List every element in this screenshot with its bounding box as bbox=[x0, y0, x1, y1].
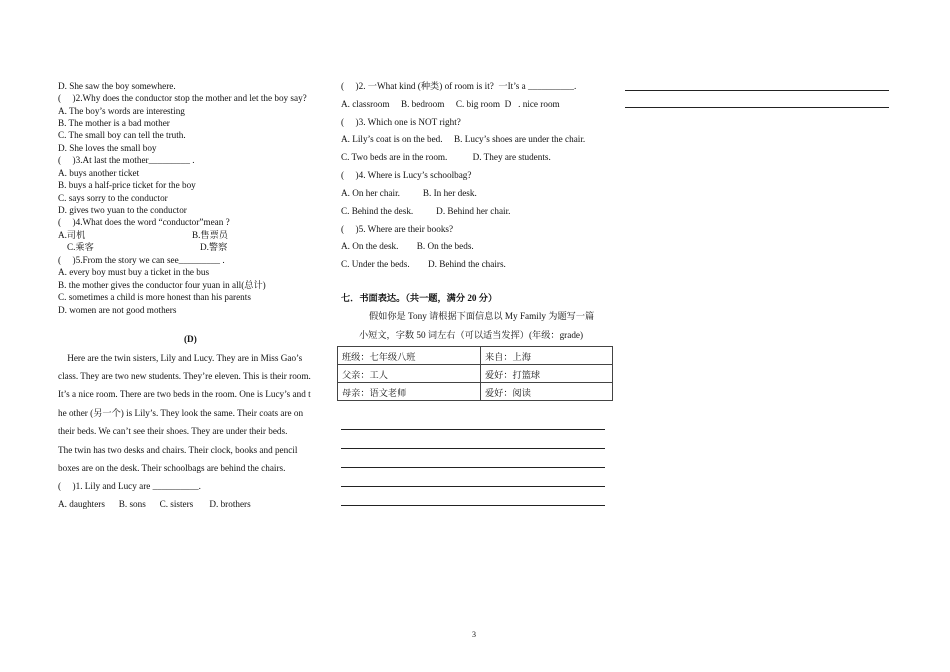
writing-line bbox=[341, 429, 605, 430]
question-1: ( )1. Lily and Lucy are __________. bbox=[58, 481, 201, 491]
passage-line: he other (另一个) is Lily’s. They look the same. Their coats are on bbox=[58, 408, 304, 418]
writing-line bbox=[341, 505, 605, 506]
table-cell: 父亲：工人 bbox=[338, 365, 481, 383]
table-row bbox=[338, 347, 613, 365]
option-c: C. sometimes a child is more honest than his parents bbox=[58, 292, 251, 302]
option-a: A. The boy’s words are interesting bbox=[58, 106, 185, 116]
option-b: B. buys a half-price ticket for the boy bbox=[58, 180, 196, 190]
option-a: A. every boy must buy a ticket in the bus bbox=[58, 267, 210, 277]
option-a: A.司机 bbox=[58, 230, 86, 240]
page-number: 3 bbox=[472, 630, 476, 639]
option-c: C. says sorry to the conductor bbox=[58, 193, 168, 203]
option-d: D. women are not good mothers bbox=[58, 305, 177, 315]
option-b: B.售票员 bbox=[192, 230, 228, 240]
writing-line bbox=[341, 486, 605, 487]
writing-line bbox=[625, 107, 889, 108]
option-d: D. She loves the small boy bbox=[58, 143, 157, 153]
option-a: A. buys another ticket bbox=[58, 168, 140, 178]
table-row bbox=[338, 365, 613, 383]
question-5: ( )5.From the story we can see_________ . bbox=[58, 255, 225, 265]
question-2: ( )2. 一What kind (种类) of room is it? 一It’s a __________. bbox=[341, 81, 577, 91]
option-b: B. The mother is a bad mother bbox=[58, 118, 170, 128]
passage-line: boxes are on the desk. Their schoolbags are behind the chairs. bbox=[58, 463, 286, 473]
question-1-options: A. daughters B. sons C. sisters D. brothers bbox=[58, 499, 251, 509]
question-4: ( )4.What does the word “conductor”mean ? bbox=[58, 217, 230, 227]
option-c: C. The small boy can tell the truth. bbox=[58, 130, 186, 140]
question-4-options: A. On her chair. B. In her desk. bbox=[341, 188, 477, 198]
writing-line bbox=[341, 448, 605, 449]
passage-line: Here are the twin sisters, Lily and Lucy. They are in Miss Gao’s bbox=[58, 353, 303, 363]
info-table bbox=[337, 346, 613, 401]
table-cell: 爱好：打篮球 bbox=[481, 365, 613, 383]
question-3: ( )3.At last the mother_________ . bbox=[58, 155, 195, 165]
text-line: D. She saw the boy somewhere. bbox=[58, 81, 176, 91]
table-cell: 母亲：语文老师 bbox=[338, 383, 481, 401]
question-3: ( )3. Which one is NOT right? bbox=[341, 117, 461, 127]
option-d: D.警察 bbox=[200, 242, 228, 252]
table-cell: 来自：上海 bbox=[481, 347, 613, 365]
question-4-options: C. Behind the desk. D. Behind her chair. bbox=[341, 206, 511, 216]
section-7-heading: 七．书面表达。（共一题，满分 20 分） bbox=[341, 293, 498, 303]
table-cell: 爱好：阅读 bbox=[481, 383, 613, 401]
question-5: ( )5. Where are their books? bbox=[341, 224, 454, 234]
passage-line: their beds. We can’t see their shoes. They are under their beds. bbox=[58, 426, 288, 436]
question-5-options: A. On the desk. B. On the beds. bbox=[341, 241, 474, 251]
question-4: ( )4. Where is Lucy’s schoolbag? bbox=[341, 170, 472, 180]
option-b: B. the mother gives the conductor four yuan in all(总计) bbox=[58, 280, 266, 290]
writing-prompt: 小短文，字数 50 词左右（可以适当发挥）(年级：grade) bbox=[359, 330, 584, 340]
question-5-options: C. Under the beds. D. Behind the chairs. bbox=[341, 259, 506, 269]
question-2: ( )2.Why does the conductor stop the mother and let the boy say? bbox=[58, 93, 307, 103]
option-d: D. gives two yuan to the conductor bbox=[58, 205, 187, 215]
question-2-options: A. classroom B. bedroom C. big room D . nice room bbox=[341, 99, 560, 109]
section-d-heading: (D) bbox=[184, 334, 197, 344]
question-3-options: A. Lily’s coat is on the bed. B. Lucy’s shoes are under the chair. bbox=[341, 134, 586, 144]
table-cell: 班级：七年级八班 bbox=[338, 347, 481, 365]
table-row bbox=[338, 383, 613, 401]
passage-line: The twin has two desks and chairs. Their clock, books and pencil bbox=[58, 445, 298, 455]
option-c: C.乘客 bbox=[67, 242, 94, 252]
passage-line: class. They are two new students. They’re eleven. This is their room. bbox=[58, 371, 311, 381]
writing-line bbox=[625, 90, 889, 91]
passage-line: It’s a nice room. There are two beds in the room. One is Lucy’s and t bbox=[58, 389, 311, 399]
writing-prompt: 假如你是 Tony 请根据下面信息以 My Family 为题写一篇 bbox=[369, 311, 595, 321]
question-3-options: C. Two beds are in the room. D. They are students. bbox=[341, 152, 551, 162]
writing-line bbox=[341, 467, 605, 468]
